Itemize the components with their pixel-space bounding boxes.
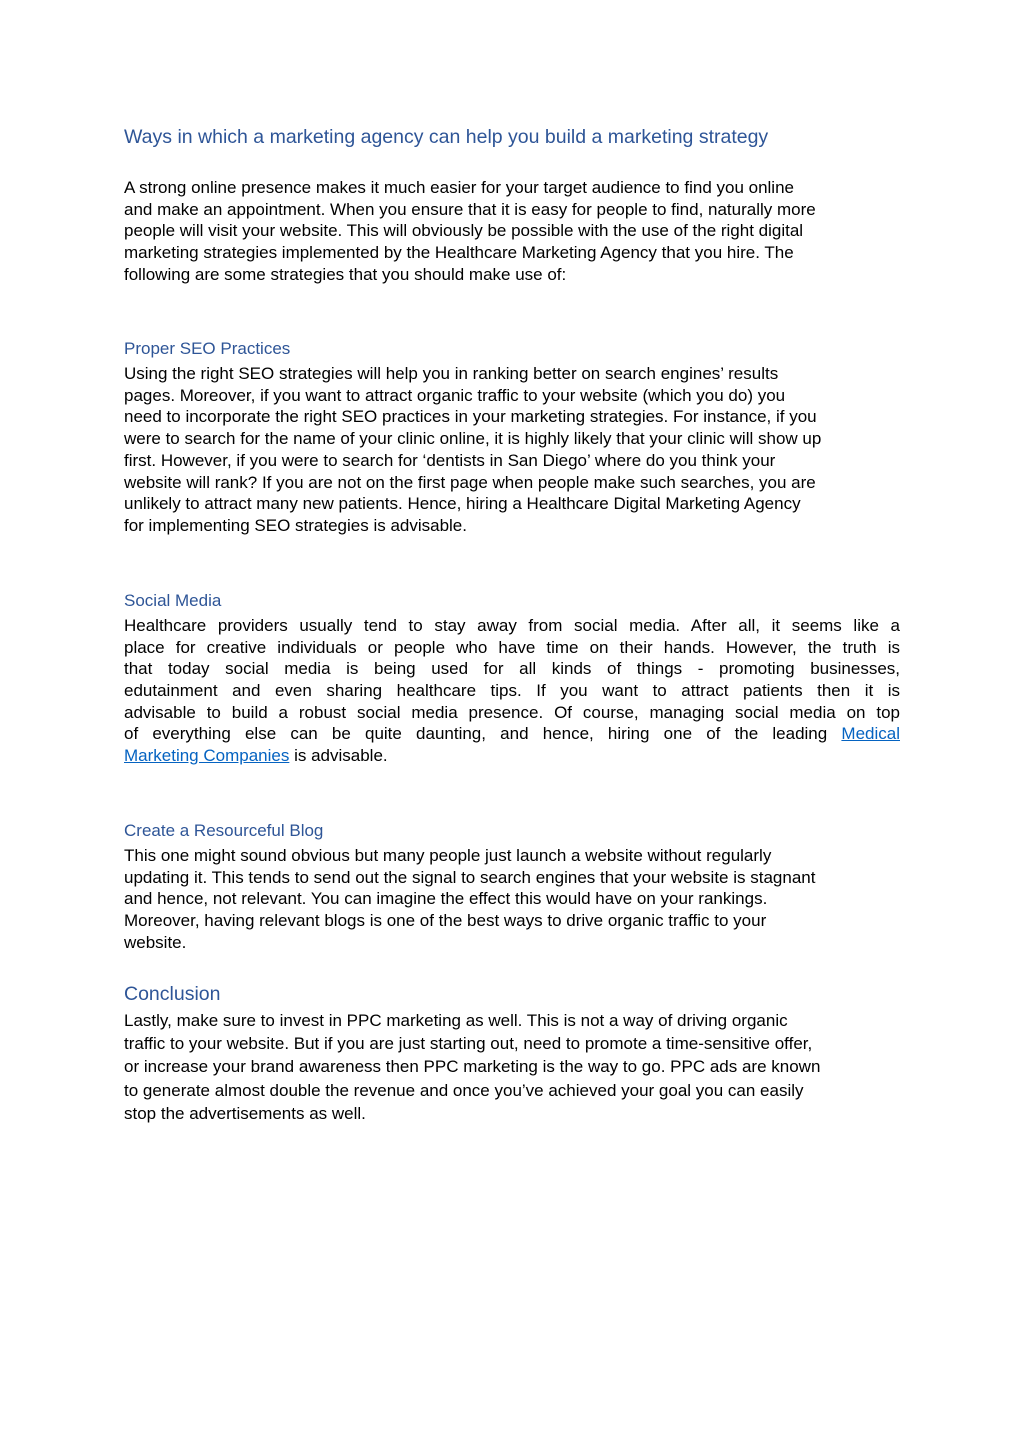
section-body-conclusion bbox=[124, 1009, 900, 1125]
text-line: to generate almost double the revenue and once you’ve achieved your goal you can easily bbox=[124, 1080, 804, 1100]
text-line: Moreover, having relevant blogs is one of the best ways to drive organic traffic to your bbox=[124, 911, 767, 931]
text-line: advisable to build a robust social media presence. Of course, managing social media on top bbox=[124, 702, 900, 722]
text-line: unlikely to attract many new patients. Hence, hiring a Healthcare Digital Marketing Agency bbox=[124, 494, 801, 514]
page-title: Ways in which a marketing agency can help you build a marketing strategy bbox=[124, 126, 769, 148]
text-line: first. However, if you were to search for ‘dentists in San Diego’ where do you think your bbox=[124, 450, 776, 470]
section-heading-seo: Proper SEO Practices bbox=[124, 339, 291, 358]
line-text: is advisable. bbox=[289, 746, 388, 766]
text-line: edutainment and even sharing healthcare tips. If you want to attract patients then it is bbox=[124, 681, 900, 701]
medical-marketing-companies-link[interactable]: Medical bbox=[841, 724, 900, 744]
text-line: were to search for the name of your clinic online, it is highly likely that your clinic will show up bbox=[124, 429, 822, 449]
medical-marketing-companies-link-continued[interactable]: Marketing Companies bbox=[124, 746, 290, 766]
text-line: updating it. This tends to send out the signal to search engines that your website is stagnant bbox=[124, 867, 816, 887]
section-heading-conclusion: Conclusion bbox=[124, 983, 221, 1005]
text-line: people will visit your website. This will obviously be possible with the use of the right digital bbox=[124, 221, 804, 241]
text-line: place for creative individuals or people who have time on their hands. However, the truth is bbox=[124, 637, 900, 657]
section-heading-social-media: Social Media bbox=[124, 591, 222, 610]
text-line: stop the advertisements as well. bbox=[124, 1103, 366, 1123]
text-line: marketing strategies implemented by the Healthcare Marketing Agency that you hire. The bbox=[124, 243, 794, 263]
text-line: following are some strategies that you should make use of: bbox=[124, 264, 567, 284]
text-line: for implementing SEO strategies is advisable. bbox=[124, 515, 467, 535]
text-line: A strong online presence makes it much easier for your target audience to find you online bbox=[124, 178, 794, 197]
text-line: or increase your brand awareness then PPC marketing is the way to go. PPC ads are known bbox=[124, 1057, 821, 1077]
line-text: of everything else can be quite daunting, and hence, hiring one of the leading bbox=[124, 724, 828, 744]
section-heading-blog: Create a Resourceful Blog bbox=[124, 821, 324, 840]
text-line: need to incorporate the right SEO practices in your marketing strategies. For instance, if you bbox=[124, 407, 817, 427]
section-body-blog bbox=[124, 845, 900, 954]
text-line: website will rank? If you are not on the first page when people make such searches, you are bbox=[124, 472, 816, 492]
text-line: traffic to your website. But if you are just starting out, need to promote a time-sensitive offer, bbox=[124, 1034, 813, 1054]
section-body-social-media bbox=[124, 615, 900, 767]
text-line bbox=[124, 745, 900, 767]
text-line: Healthcare providers usually tend to stay away from social media. After all, it seems like a bbox=[124, 616, 900, 635]
intro-paragraph bbox=[124, 177, 900, 286]
text-line: Lastly, make sure to invest in PPC marketing as well. This is not a way of driving organic bbox=[124, 1011, 788, 1030]
section-body-seo bbox=[124, 363, 900, 537]
text-line: website. bbox=[124, 932, 187, 952]
text-line: and make an appointment. When you ensure that it is easy for people to find, naturally more bbox=[124, 199, 816, 219]
text-line: that today social media is being used for all kinds of things - promoting businesses, bbox=[124, 659, 900, 679]
text-line: Using the right SEO strategies will help you in ranking better on search engines’ results bbox=[124, 364, 779, 383]
text-line bbox=[124, 723, 900, 745]
text-line: and hence, not relevant. You can imagine the effect this would have on your rankings. bbox=[124, 889, 768, 909]
text-line: pages. Moreover, if you want to attract organic traffic to your website (which you do) you bbox=[124, 385, 786, 405]
text-line: This one might sound obvious but many people just launch a website without regularly bbox=[124, 846, 772, 865]
